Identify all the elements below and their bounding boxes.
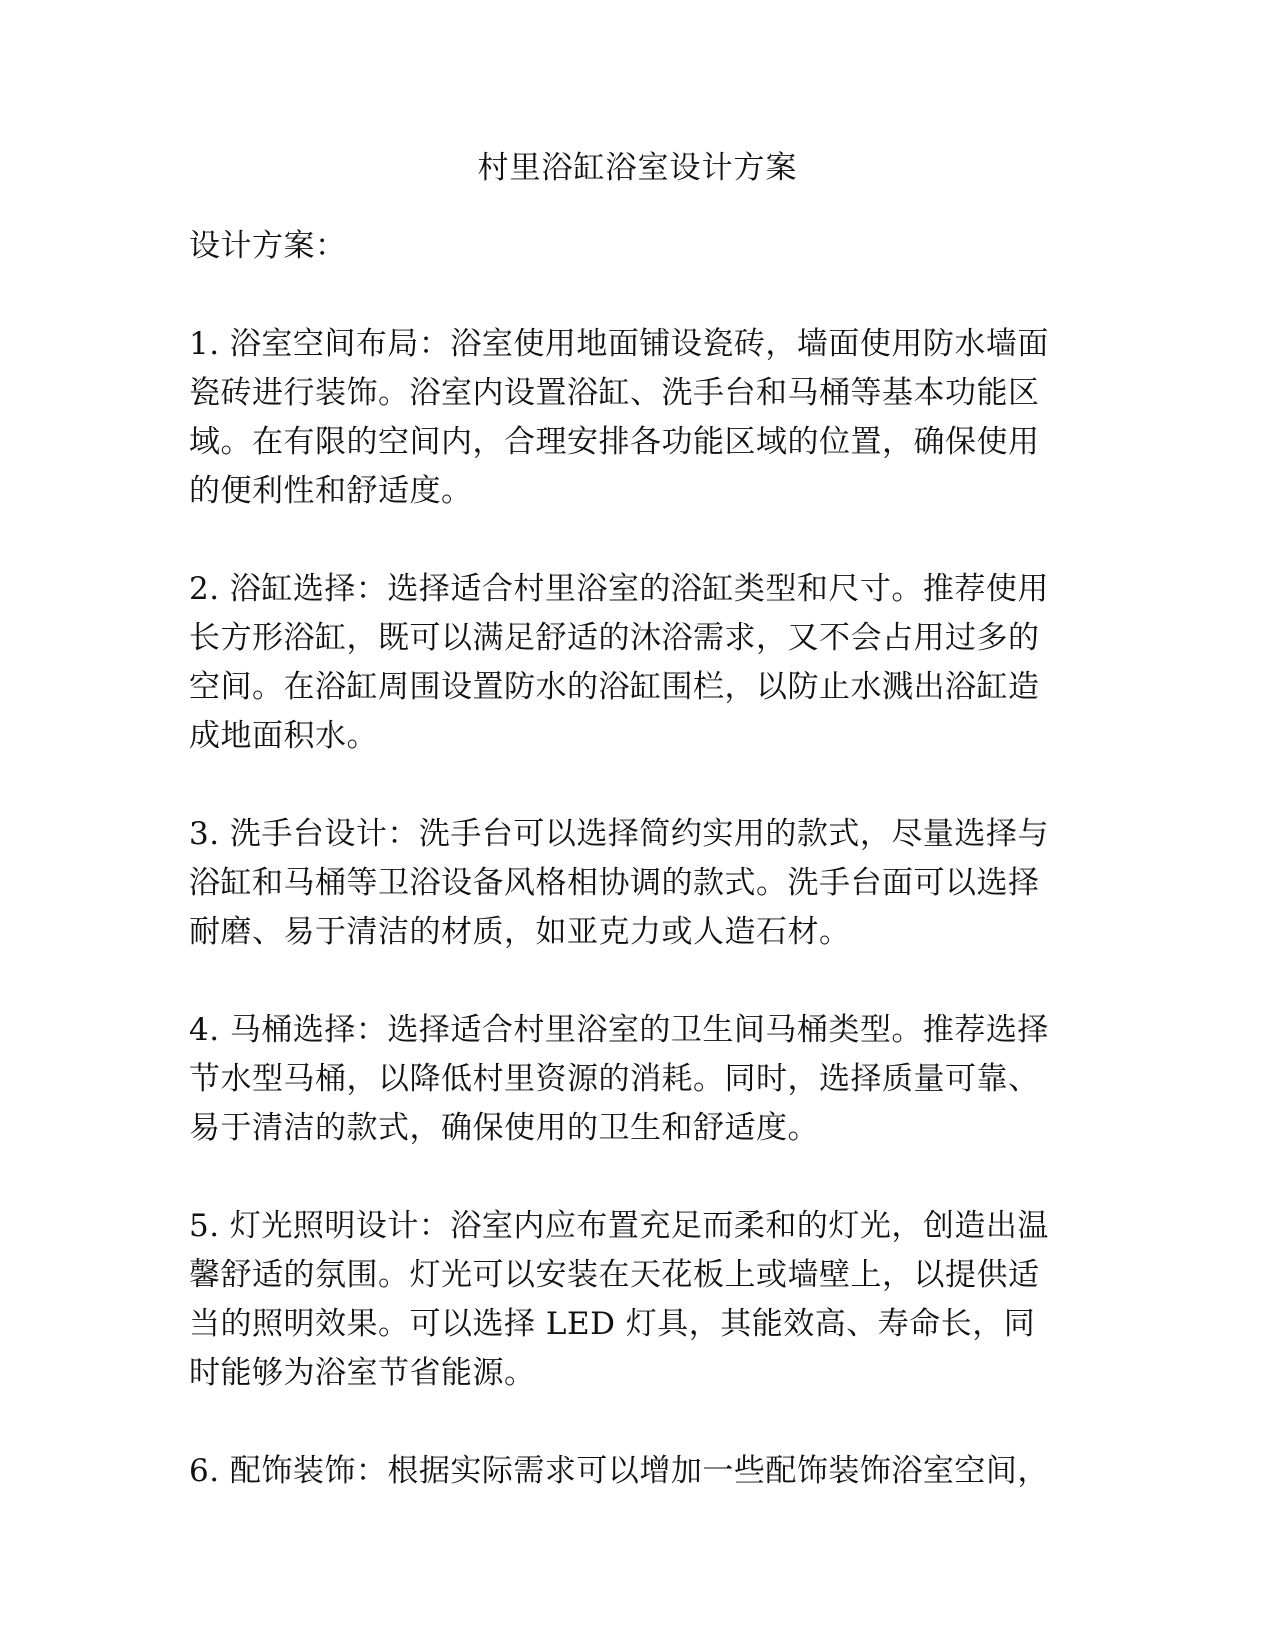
paragraph-line: 时能够为浴室节省能源。 (189, 1355, 536, 1391)
paragraph-line: 3. 洗手台设计：洗手台可以选择简约实用的款式，尽量选择与 (189, 816, 1049, 852)
paragraph-line: 当的照明效果。可以选择 LED 灯具，其能效高、寿命长，同 (189, 1306, 1036, 1342)
section-5-lighting-design (189, 1202, 1089, 1398)
paragraph-line: 浴缸和马桶等卫浴设备风格相协调的款式。洗手台面可以选择 (189, 865, 1040, 901)
paragraph-line: 易于清洁的款式，确保使用的卫生和舒适度。 (189, 1110, 819, 1146)
paragraph-line: 耐磨、易于清洁的材质，如亚克力或人造石材。 (189, 914, 851, 950)
paragraph-line: 域。在有限的空间内，合理安排各功能区域的位置，确保使用 (189, 424, 1040, 460)
paragraph-line: 的便利性和舒适度。 (189, 473, 473, 509)
paragraph-line: 1. 浴室空间布局：浴室使用地面铺设瓷砖，墙面使用防水墙面 (189, 326, 1049, 362)
section-2-bathtub-selection (189, 565, 1089, 761)
paragraph-line: 6. 配饰装饰：根据实际需求可以增加一些配饰装饰浴室空间， (189, 1453, 1049, 1489)
paragraph-line: 2. 浴缸选择：选择适合村里浴室的浴缸类型和尺寸。推荐使用 (189, 571, 1049, 607)
document-title: 村里浴缸浴室设计方案 (477, 150, 798, 186)
paragraph-line: 5. 灯光照明设计：浴室内应布置充足而柔和的灯光，创造出温 (189, 1208, 1049, 1244)
paragraph-line: 瓷砖进行装饰。浴室内设置浴缸、洗手台和马桶等基本功能区 (189, 375, 1040, 411)
document-body (189, 222, 1089, 1496)
intro-heading: 设计方案： (189, 228, 347, 264)
paragraph-line: 长方形浴缸，既可以满足舒适的沐浴需求，又不会占用过多的 (189, 620, 1040, 656)
section-1-space-layout (189, 320, 1089, 516)
section-6-decoration (189, 1447, 1089, 1496)
paragraph-line: 空间。在浴缸周围设置防水的浴缸围栏，以防止水溅出浴缸造 (189, 669, 1040, 705)
section-3-washbasin-design (189, 810, 1089, 957)
section-4-toilet-selection (189, 1006, 1089, 1153)
paragraph-line: 节水型马桶，以降低村里资源的消耗。同时，选择质量可靠、 (189, 1061, 1040, 1097)
paragraph-line: 馨舒适的氛围。灯光可以安装在天花板上或墙壁上，以提供适 (189, 1257, 1040, 1293)
paragraph-line: 4. 马桶选择：选择适合村里浴室的卫生间马桶类型。推荐选择 (189, 1012, 1049, 1048)
paragraph-line: 成地面积水。 (189, 718, 378, 754)
